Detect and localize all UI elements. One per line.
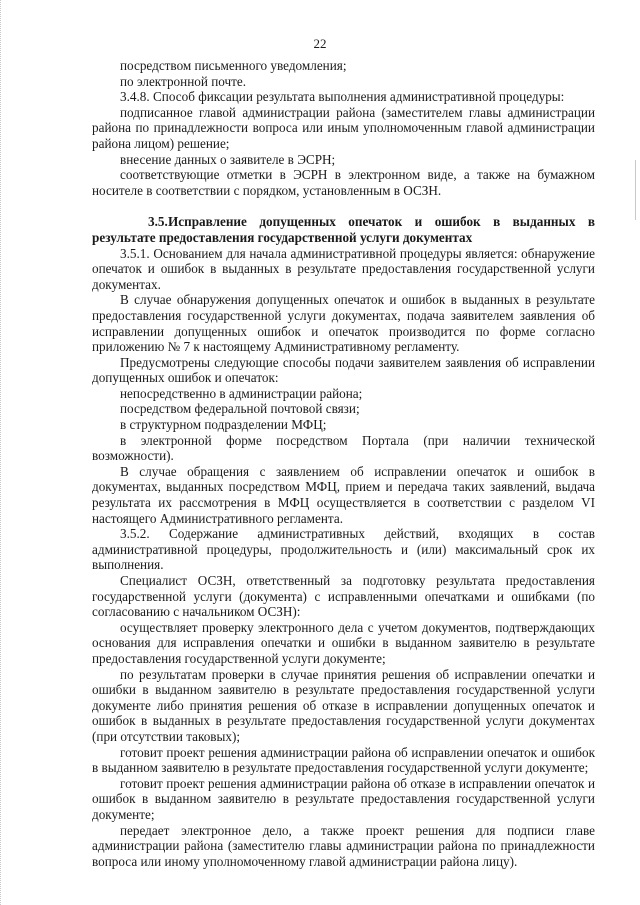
paragraph: по результатам проверки в случае принятия решения об исправлении опечатки и ошибки в выданном заявителю в результате предоставления государственной услуги документе либо принятия решения об отказе в исправлении допущенных опечаток и ошибок в выданных в результате предоставления государственной услуги документах (при отсутствии таковых); bbox=[92, 666, 595, 744]
paragraph: соответствующие отметки в ЭСРН в электронном виде, а также на бумажном носителе в соответствии с порядком, установленным в ОСЗН. bbox=[92, 167, 595, 198]
paragraph: подписанное главой администрации района (заместителем главы администрации района по принадлежности вопроса или иным уполномоченным главой администрации района лицом) решение; bbox=[92, 104, 595, 151]
document-body bbox=[92, 58, 595, 869]
section-heading bbox=[92, 214, 595, 245]
list-item: непосредственно в администрации района; bbox=[120, 385, 363, 401]
scan-right-edge bbox=[635, 160, 636, 220]
list-item: в структурном подразделении МФЦ; bbox=[120, 417, 327, 433]
paragraph: Специалист ОСЗН, ответственный за подготовку результата предоставления государственной услуги (документа) с исправленными опечатками и ошибками (по согласованию с начальником ОСЗН): bbox=[92, 573, 595, 620]
paragraph: по электронной почте. bbox=[120, 73, 247, 89]
paragraph: передает электронное дело, а также проект решения для подписи главе администрации района (заместителю главы администрации района по принадлежности вопроса или иному уполномоченному главой администрации района лицу). bbox=[92, 822, 595, 869]
page-number: 22 bbox=[313, 36, 327, 51]
list-item: в электронной форме посредством Портала (при наличии технической возможности). bbox=[92, 432, 595, 464]
scan-left-edge bbox=[0, 0, 3, 905]
paragraph: посредством письменного уведомления; bbox=[120, 58, 347, 73]
paragraph: осуществляет проверку электронного дела с учетом документов, подтверждающих основания для исправления опечатки и ошибки в выданном заявителю в результате предоставления государственной услуги документе; bbox=[92, 619, 595, 666]
section-title: Исправление допущенных опечаток и ошибок в выданных в результате предоставления государственной услуги документах bbox=[92, 214, 595, 245]
paragraph: 3.4.8. Способ фиксации результата выполнения административной процедуры: bbox=[120, 89, 565, 105]
list-item: посредством федеральной почтовой связи; bbox=[120, 401, 360, 417]
paragraph: 3.5.1. Основанием для начала административной процедуры является: обнаружение опечаток и ошибок в выданных в результате предоставления государственной услуги документах. bbox=[92, 245, 595, 292]
paragraph: В случае обнаружения допущенных опечаток и ошибок в выданных в результате предоставления государственной услуги документах, подача заявителем заявления об исправлении допущенных ошибок и опечаток производится по форме согласно приложению № 7 к настоящему Административному регламенту. bbox=[92, 292, 595, 355]
paragraph: внесение данных о заявителе в ЭСРН; bbox=[120, 151, 336, 167]
paragraph: готовит проект решения администрации района об отказе в исправлении опечаток и ошибок в выданном заявителю в результате предоставления государственной услуги документе; bbox=[92, 775, 595, 822]
paragraph: готовит проект решения администрации района об исправлении опечаток и ошибок в выданном заявителю в результате предоставления государственной услуги документе; bbox=[92, 744, 595, 776]
paragraph: Предусмотрены следующие способы подачи заявителем заявления об исправлении допущенных ошибок и опечаток: bbox=[92, 354, 595, 386]
section-number: 3.5. bbox=[148, 214, 168, 230]
paragraph: В случае обращения с заявлением об исправлении опечаток и ошибок в документах, выданных посредством МФЦ, прием и передача таких заявлений, выдача результата их рассмотрения в МФЦ осуществляется в соответствии с разделом VI настоящего Административного регламента. bbox=[92, 463, 595, 526]
paragraph: 3.5.2. Содержание административных действий, входящих в состав административной процедуры, продолжительность и (или) максимальный срок их выполнения. bbox=[92, 526, 595, 573]
